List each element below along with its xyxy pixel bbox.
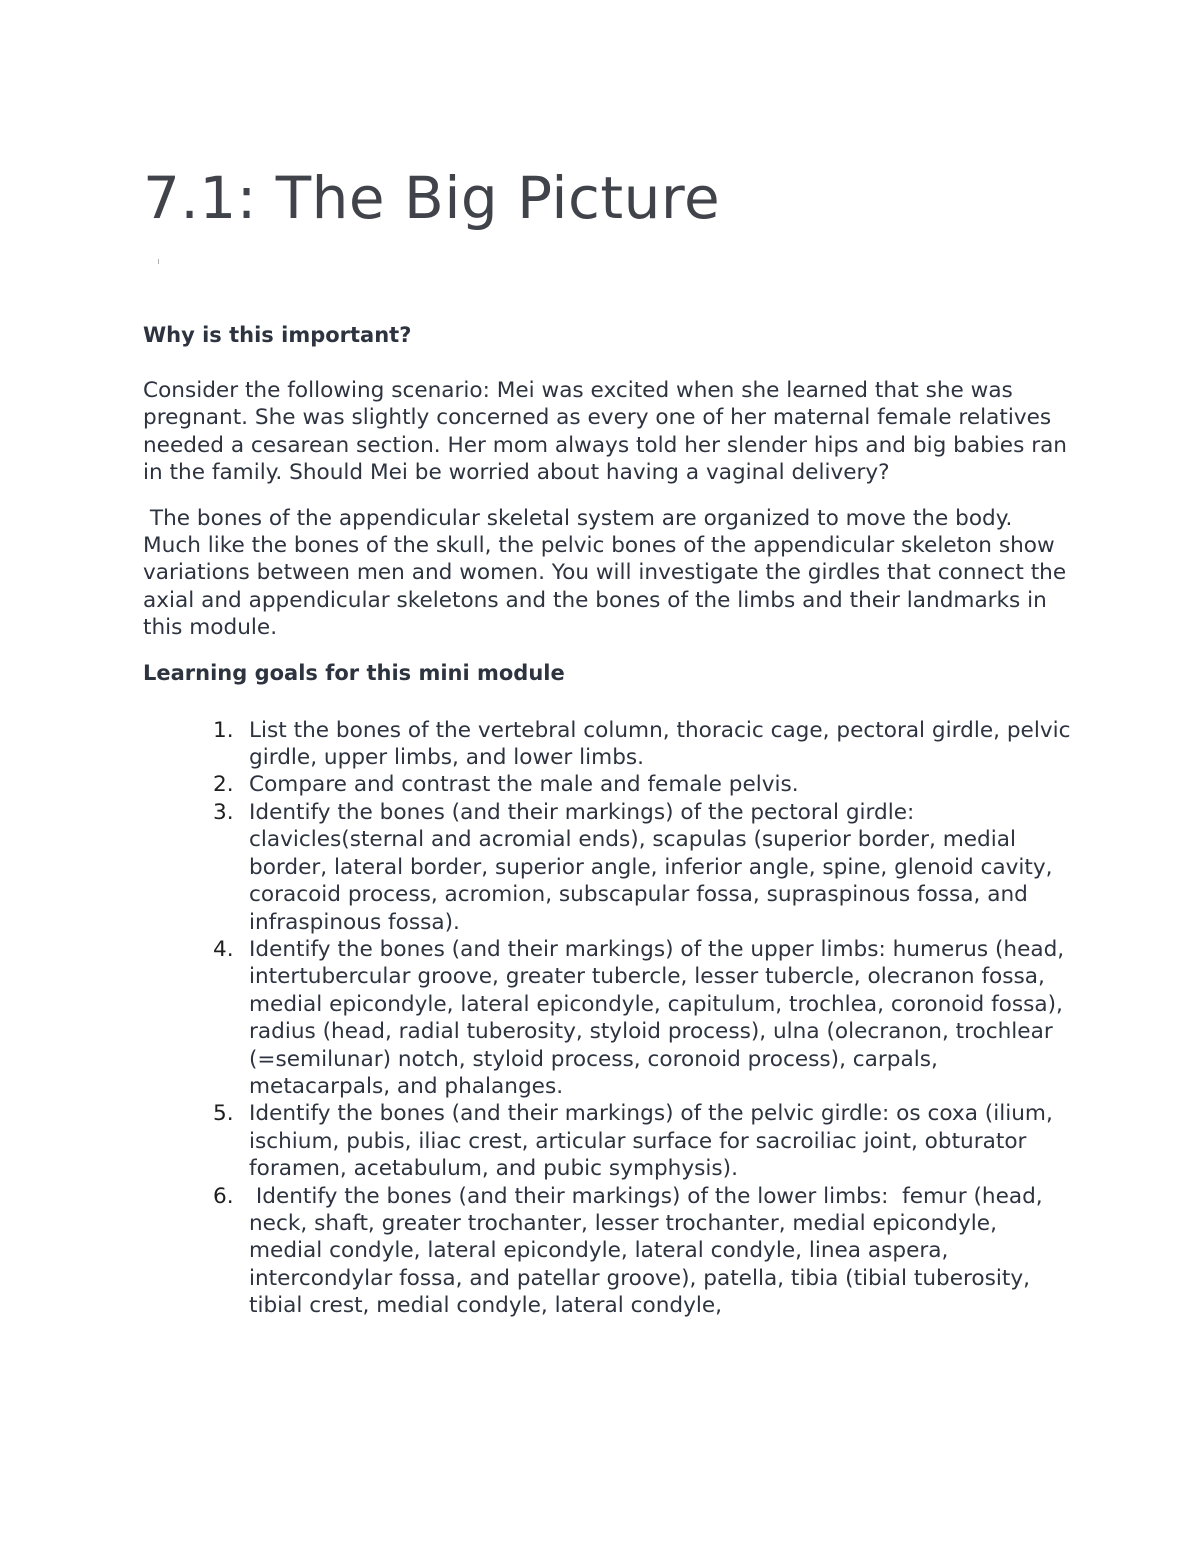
- goal-item: [143, 1100, 1073, 1182]
- bones-paragraph: The bones of the appendicular skeletal system are organized to move the body. Much like the bones of the skull, the pelvic bones of the appendicular skeleton show variations between men and women. You will investigate the girdles that connect the axial and appendicular skeletons and the bones of the limbs and their landmarks in this module.: [143, 505, 1074, 641]
- goal-text: List the bones of the vertebral column, thoracic cage, pectoral girdle, pelvic girdle, upper limbs, and lower limbs.: [249, 717, 1071, 771]
- page-content: [143, 160, 1073, 1320]
- goal-item: [143, 771, 1073, 798]
- goal-number: 4.: [213, 936, 234, 962]
- goal-item: [143, 936, 1073, 1100]
- goal-item: [143, 717, 1073, 772]
- why-heading: Why is this important?: [143, 323, 412, 347]
- goal-number: 6.: [213, 1183, 234, 1209]
- goal-text: Identify the bones (and their markings) of the pelvic girdle: os coxa (ilium, ischium, pubis, iliac crest, articular surface for sacroiliac joint, obturator foramen, acetabulum, and pubic symphysis).: [249, 1101, 1053, 1182]
- goal-number: 5.: [213, 1101, 234, 1127]
- goal-text: Identify the bones (and their markings) of the lower limbs: femur (head, neck, shaft, greater trochanter, lesser trochanter, medial epicondyle, medial condyle, lateral epicondyle, lateral condyle, linea aspera, intercondylar fossa, and patellar groove), patella, tibia (tibial tuberosity, tibial crest, medial condyle, lateral condyle,: [249, 1183, 1050, 1319]
- scenario-paragraph: Consider the following scenario: Mei was excited when she learned that she was pregnant. She was slightly concerned as every one of her maternal female relatives needed a cesarean section. Her mom always told her slender hips and big babies ran in the family. Should Mei be worried about having a vaginal delivery?: [143, 378, 1067, 486]
- goals-heading: Learning goals for this mini module: [143, 660, 565, 685]
- goal-text: Identify the bones (and their markings) of the upper limbs: humerus (head, intertubercular groove, greater tubercle, lesser tubercle, olecranon fossa, medial epicondyle, lateral epicondyle, capitulum, trochlea, coronoid fossa), radius (head, radial tuberosity, styloid process), ulna (olecranon, trochlear (=semilunar) notch, styloid process, coronoid process), carpals, metacarpals, and phalanges.: [249, 936, 1065, 1099]
- goal-number: 3.: [213, 799, 234, 825]
- goal-item: [143, 1183, 1073, 1320]
- goal-item: [143, 799, 1073, 936]
- goal-number: 1.: [213, 717, 234, 743]
- goal-number: 2.: [213, 772, 234, 798]
- goal-text: Compare and contrast the male and female pelvis.: [249, 772, 799, 798]
- goal-text: Identify the bones (and their markings) of the pectoral girdle: clavicles(sternal and acromial ends), scapulas (superior border, medial border, lateral border, superior angle, inferior angle, spine, glenoid cavity, coracoid process, acromion, subscapular fossa, supraspinous fossa, and infraspinous fossa).: [249, 799, 1053, 935]
- goals-list: [143, 717, 1073, 1320]
- page-title: 7.1: The Big Picture: [143, 164, 721, 232]
